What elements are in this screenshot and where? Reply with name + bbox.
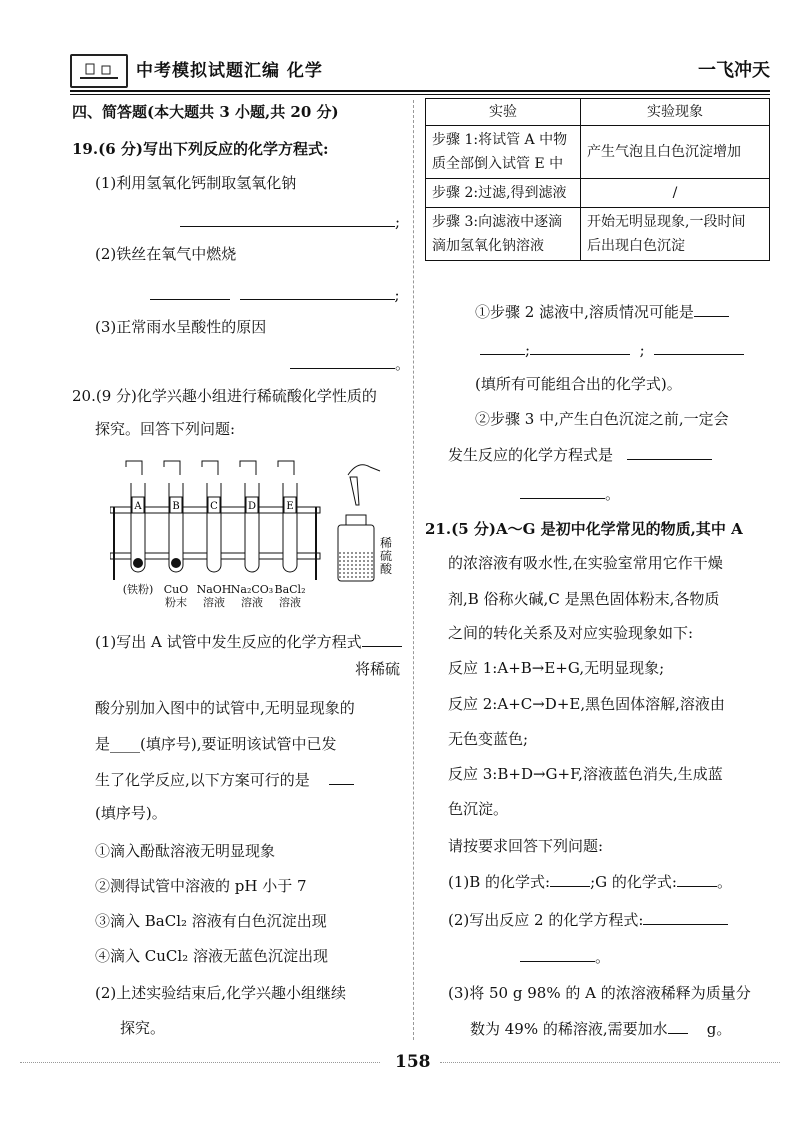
tube-letter: E — [286, 501, 294, 512]
q19-stem: 19.(6 分)写出下列反应的化学方程式: — [72, 140, 329, 158]
q21-reaction2: 反应 2:A+C→D+E,黑色固体溶解,溶液由 — [448, 695, 725, 713]
q20-stem1: 20.(9 分)化学兴趣小组进行稀硫酸化学性质的 — [72, 387, 377, 405]
tube-label: NaOH 溶液 — [196, 583, 232, 609]
test-tube-figure — [110, 455, 400, 615]
right-q1-text: ①步骤 2 滤液中,溶质情况可能是 — [475, 300, 729, 323]
q21-line2: 的浓溶液有吸水性,在实验室常用它作干燥 — [448, 554, 723, 572]
q20-option2: ②测得试管中溶液的 pH 小于 7 — [95, 877, 307, 895]
tube-letter: A — [134, 501, 142, 512]
table-row: 步骤 1:将试管 A 中物 质全部倒入试管 E 中 产生气泡且白色沉淀增加 — [426, 126, 770, 179]
q20-option4: ④滴入 CuCl₂ 溶液无蓝色沉淀出现 — [95, 947, 328, 965]
table-row: 步骤 3:向滤液中逐滴 滴加氢氧化钠溶液 开始无明显现象,一段时间 后出现白色沉淀 — [426, 208, 770, 261]
q20-part2b: 探究。 — [120, 1019, 166, 1037]
right-q1-note: (填所有可能组合出的化学式)。 — [475, 375, 682, 393]
test-tube-B — [164, 461, 183, 572]
experiment-table — [425, 98, 770, 261]
tube-letter: D — [247, 501, 257, 512]
q21-line1: 21.(5 分)A～G 是初中化学常见的物质,其中 A — [425, 520, 743, 538]
q20-part1c: 酸分别加入图中的试管中,无明显现象的 — [95, 699, 355, 717]
right-q2-answer[interactable]: 。 — [520, 482, 620, 505]
test-tube-E — [278, 461, 297, 572]
q20-part1e: 生了化学反应,以下方案可行的是 — [95, 768, 354, 791]
test-tube-A — [126, 461, 145, 572]
table-header-observation: 实验现象 — [581, 99, 770, 126]
dropper-hand-icon — [348, 465, 380, 505]
q21-ask: 请按要求回答下列问题: — [448, 837, 604, 855]
q21-answer2[interactable]: (2)写出反应 2 的化学方程式: — [448, 908, 728, 931]
q19-answer2[interactable]: ; — [150, 283, 400, 306]
q20-stem2: 探究。回答下列问题: — [95, 420, 236, 438]
q21-reaction1: 反应 1:A+B→E+G,无明显现象; — [448, 659, 665, 677]
tube-letter: B — [172, 501, 180, 512]
page-number: 158 — [395, 1052, 431, 1072]
q19-answer1[interactable]: ; — [180, 210, 400, 233]
column-divider — [413, 100, 414, 1040]
tube-label: BaCl₂ 溶液 — [274, 583, 306, 609]
acid-bottle-icon — [338, 515, 374, 581]
right-q2-text: ②步骤 3 中,产生白色沉淀之前,一定会 — [475, 410, 729, 428]
tube-label: (铁粉) — [122, 583, 154, 596]
q19-answer3[interactable]: 。 — [290, 352, 410, 375]
q21-line3: 剂,B 俗称火碱,C 是黑色固体粉末,各物质 — [448, 590, 720, 608]
q20-part2a: (2)上述实验结束后,化学兴趣小组继续 — [95, 984, 347, 1002]
section-heading: 四、简答题(本大题共 3 小题,共 20 分) — [72, 103, 339, 121]
book-logo-icon — [70, 54, 128, 88]
book-title: 中考模拟试题汇编 化学 — [136, 61, 323, 81]
acid-bottle-label: 稀硫酸 — [380, 536, 393, 576]
q19-part1: (1)利用氢氧化钙制取氢氧化钠 — [95, 174, 297, 192]
q21-answer3a: (3)将 50 g 98% 的 A 的浓溶液稀释为质量分 — [448, 984, 751, 1002]
q21-answer3b[interactable]: 数为 49% 的稀溶液,需要加水 g。 — [470, 1017, 731, 1040]
page-header — [70, 50, 770, 90]
test-tube-C — [202, 461, 221, 572]
header-rule — [70, 90, 770, 95]
q21-reaction3: 反应 3:B+D→G+F,溶液蓝色消失,生成蓝 — [448, 765, 723, 783]
page-footer — [20, 1052, 780, 1072]
q20-part1f: (填序号)。 — [95, 804, 167, 822]
q21-answer2-line[interactable]: 。 — [520, 945, 610, 968]
tube-letter: C — [210, 501, 218, 512]
q20-part1b: 将稀硫 — [355, 660, 401, 678]
q20-part1a: (1)写出 A 试管中发生反应的化学方程式 — [95, 630, 402, 653]
table-header-experiment: 实验 — [426, 99, 581, 126]
test-tube-D — [240, 461, 259, 572]
right-q2-text2: 发生反应的化学方程式是 — [448, 443, 712, 466]
q21-line4: 之间的转化关系及对应实验现象如下: — [448, 624, 694, 642]
brand-name: 一飞冲天 — [698, 60, 770, 81]
q20-part1d: 是____(填序号),要证明该试管中已发 — [95, 735, 337, 753]
q19-part2: (2)铁丝在氧气中燃烧 — [95, 245, 237, 263]
q20-option1: ①滴入酚酞溶液无明显现象 — [95, 842, 276, 860]
q19-part3: (3)正常雨水呈酸性的原因 — [95, 318, 267, 336]
q21-reaction2b: 无色变蓝色; — [448, 730, 529, 748]
right-q1-blanks[interactable]: ; ; — [480, 338, 744, 361]
q21-reaction3b: 色沉淀。 — [448, 800, 509, 818]
table-row: 步骤 2:过滤,得到滤液 / — [426, 179, 770, 208]
q20-option3: ③滴入 BaCl₂ 溶液有白色沉淀出现 — [95, 912, 327, 930]
q21-answer1[interactable]: (1)B 的化学式: ;G 的化学式: 。 — [448, 870, 732, 893]
tube-label: Na₂CO₃ 溶液 — [230, 583, 274, 609]
tube-label: CuO 粉末 — [163, 583, 189, 609]
